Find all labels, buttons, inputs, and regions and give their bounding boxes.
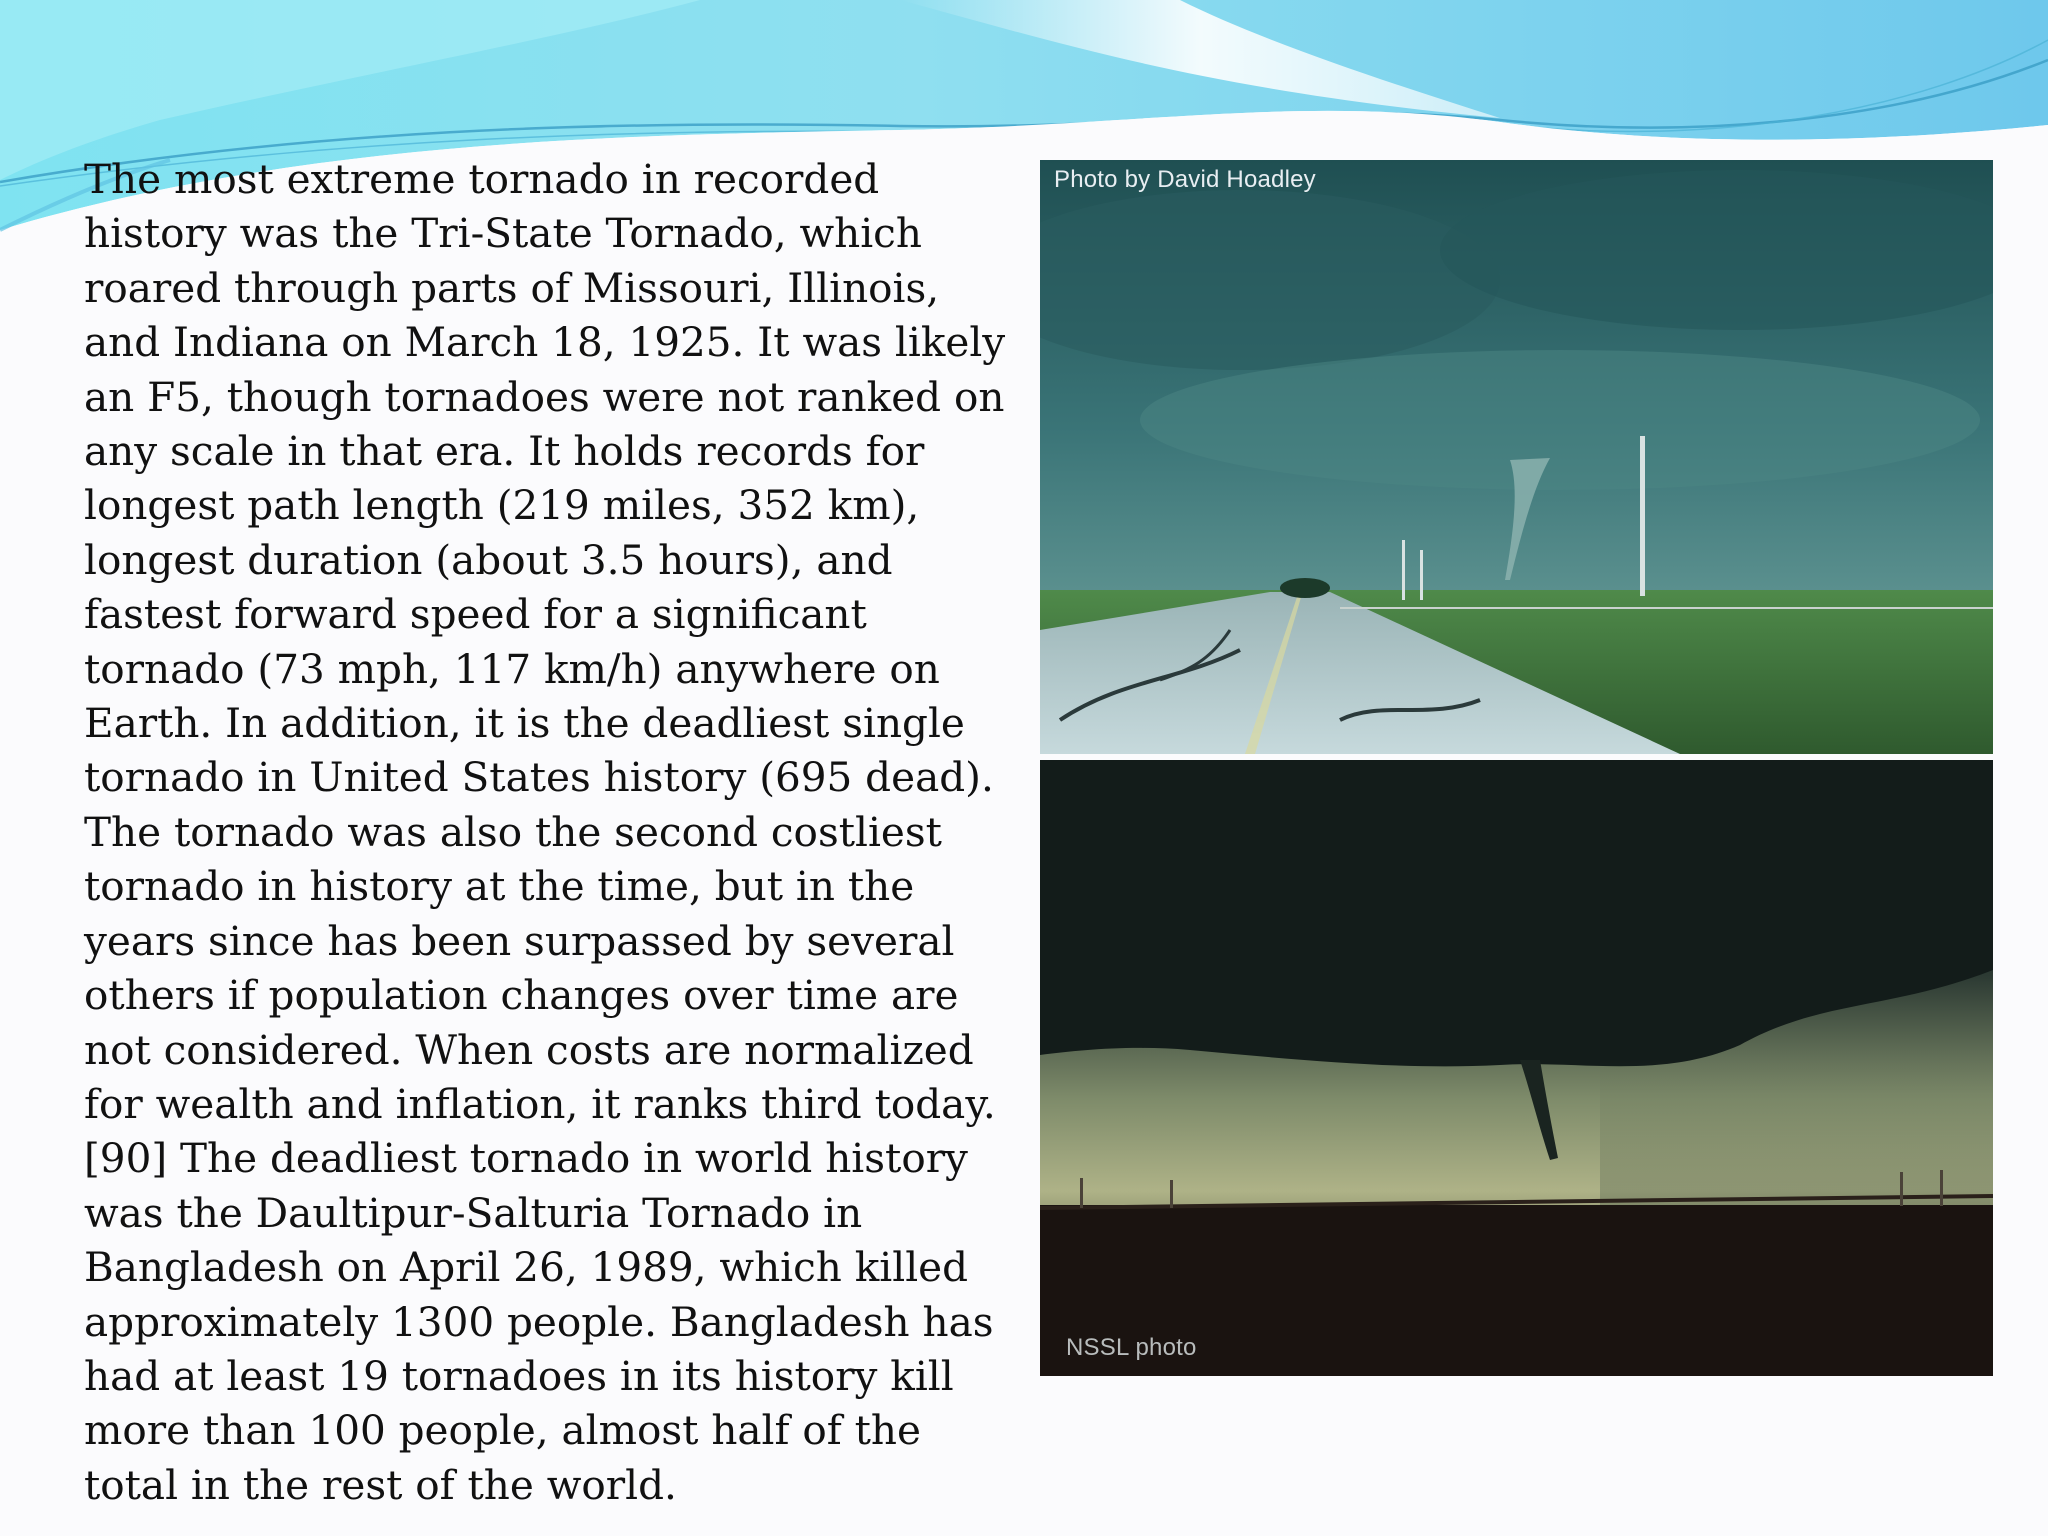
photo-credit: Photo by David Hoadley [1054, 166, 1316, 193]
road-tornado-illustration [1040, 160, 1993, 754]
tornado-storm-photo [1040, 760, 1993, 1376]
tornado-road-photo [1040, 160, 1993, 754]
body-paragraph: The most extreme tornado in recorded history was the Tri-State Tornado, which roared through parts of Missouri, Illinois, and Indiana on March 18, 1925. It was likely an F5, though tornadoes were not ranked on any scale in that era. It holds records for longest path length (219 miles, 352 km), longest duration (about 3.5 hours), and fastest forward speed for a significant tornado (73 mph, 117 km/h) anywhere on Earth. In addition, it is the deadliest single tornado in United States history (695 dead). The tornado was also the second costliest tornado in history at the time, but in the years since has been surpassed by several others if population changes over time are not considered. When costs are normalized for wealth and inflation, it ranks third today. [90] The deadliest tornado in world history was the Daultipur-Salturia Tornado in Bangladesh on April 26, 1989, which killed approximately 1300 people. Bangladesh has had at least 19 tornadoes in its history kill more than 100 people, almost half of the total in the rest of the world. [84, 155, 1006, 1509]
storm-tornado-illustration [1040, 760, 1993, 1376]
photo-credit: NSSL photo [1066, 1334, 1197, 1361]
